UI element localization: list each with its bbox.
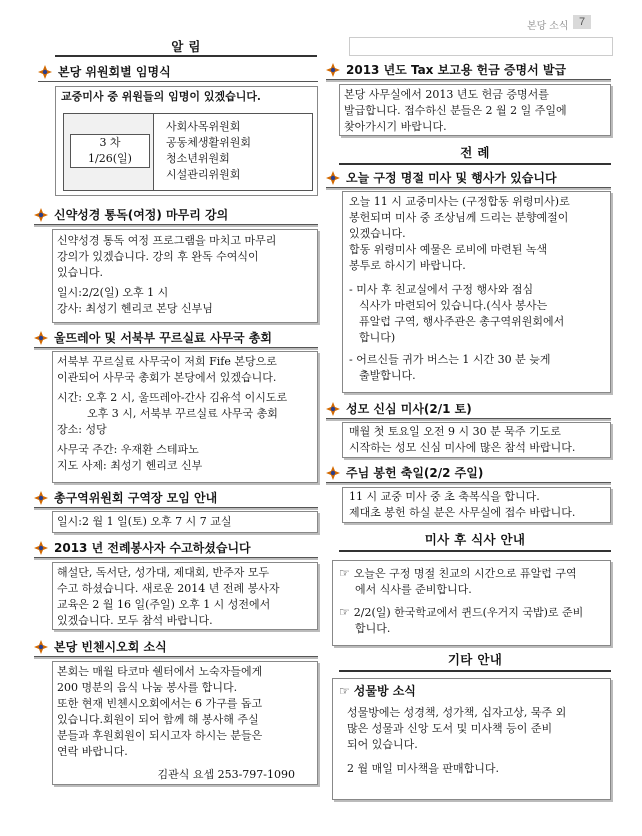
bullet-icon: [34, 331, 48, 345]
meal-text: 2/2(일) 한국학교에서 퀸드(우거지 국밥)로 준비: [353, 606, 584, 619]
committee-item: 시설관리위원회: [166, 168, 241, 181]
bullet-line: 식사가 마련되어 있습니다.(식사 봉사는: [359, 299, 548, 312]
meal-text: 에서 식사를 준비합니다.: [355, 583, 472, 596]
meal-text: 오늘은 구정 명절 친교의 시간으로 퓨알럽 구역: [353, 567, 577, 580]
bullet-line: 출발합니다.: [359, 369, 416, 382]
text-line: 또한 현재 빈첸시오회에서는 6 가구를 돕고: [57, 697, 263, 710]
heading-text: 신약성경 통독(여정) 마무리 강의: [54, 208, 229, 222]
text-line: 분들과 후원회원이 되시고자 하시는 분들은: [57, 729, 263, 742]
bullet-icon: [326, 171, 340, 185]
section-box: [342, 191, 611, 393]
text-line: 시작하는 성모 신심 미사에 많은 참석 바랍니다.: [349, 441, 576, 454]
section-heading: [326, 399, 611, 419]
text-line: 발급합니다. 접수하신 분들은 2 월 2 일 주일에: [344, 104, 567, 117]
bullet-icon: [326, 466, 340, 480]
section-heading: [326, 60, 611, 80]
shop-heading-text: 성물방 소식: [353, 684, 416, 698]
signature-line: 김관식 요셉 253-797-1090: [157, 768, 295, 781]
date-line-1: 3 차: [70, 134, 150, 152]
section-heading: [34, 328, 318, 348]
text-line: 봉투로 하시기 바랍니다.: [349, 259, 466, 272]
date-line-2: 1/26(일): [70, 151, 150, 168]
heading-text: 울뜨레아 및 서북부 꾸르실료 사무국 총회: [54, 331, 272, 345]
section-heading: [34, 488, 318, 508]
header-label: 본당 소식: [527, 21, 569, 32]
committee-list: [166, 119, 251, 183]
text-line: 지도 사제: 최성기 헨리코 신부: [57, 459, 203, 472]
section-heading: [34, 205, 318, 225]
heading-text: 성모 신심 미사(2/1 토): [346, 402, 472, 416]
text-line: 사무국 주간: 우재환 스테파노: [57, 443, 199, 456]
section-box: [342, 487, 611, 523]
heading-text: 본당 위원회별 임명식: [58, 65, 171, 79]
text-line: 11 시 교중 미사 중 초 축복식을 합니다.: [349, 490, 540, 503]
bullet-line: 합니다): [359, 331, 396, 344]
text-line: 제대초 봉헌 하실 분은 사무실에 접수 바랍니다.: [349, 506, 576, 519]
text-line: 되어 있습니다.: [347, 738, 418, 751]
text-line: 본당 사무실에서 2013 년도 헌금 증명서를: [344, 88, 549, 101]
text-line: 찾아가시기 바랍니다.: [344, 120, 447, 133]
committee-table: [63, 113, 313, 191]
text-line: 장소: 성당: [57, 423, 107, 436]
date-cell: [64, 114, 154, 190]
section-box: [332, 560, 611, 646]
text-line: 200 명분의 음식 나눔 봉사를 합니다.: [57, 681, 238, 694]
text-line: 2 월 매일 미사책을 판매합니다.: [347, 762, 499, 775]
section-heading: [326, 168, 611, 188]
heading-text: 본당 빈첸시오회 소식: [54, 640, 167, 654]
heading-text: 오늘 구정 명절 미사 및 행사가 있습니다: [346, 171, 557, 185]
page-number: 7: [573, 15, 591, 29]
section-heading: [326, 463, 611, 483]
bullet-icon: [34, 491, 48, 505]
liturgy-title: [339, 143, 611, 165]
notices-title-text: 알 림: [171, 39, 201, 54]
bullet-icon: [326, 402, 340, 416]
section-heading: [34, 538, 318, 558]
section-box: [52, 562, 318, 630]
meal-title-text: 미사 후 식사 안내: [424, 532, 526, 547]
text-line: 강사: 최성기 헨리코 본당 신부님: [57, 302, 213, 315]
section-box: [52, 511, 318, 533]
blank-box: [349, 37, 613, 56]
text-line: 있습니다.회원이 되어 함께 해 봉사해 주실: [57, 713, 259, 726]
bullet-line: - 미사 후 친교실에서 구정 행사와 점심: [349, 283, 534, 296]
section-box: [55, 86, 318, 196]
text-line: 오늘 11 시 교중미사는 (구정합동 위령미사)로: [349, 195, 570, 208]
notices-title: [55, 37, 317, 57]
text-line: 성물방에는 성경책, 성가책, 십자고상, 묵주 외: [347, 706, 567, 719]
bullet-icon: [34, 640, 48, 654]
text-line: 매월 첫 토요일 오전 9 시 30 분 묵주 기도로: [349, 425, 561, 438]
section-box: [342, 422, 611, 458]
intro-text: 교중미사 중 위원들의 임명이 있겠습니다.: [61, 90, 261, 103]
section-box: [339, 84, 611, 136]
section-box: [332, 678, 611, 800]
other-title-text: 기타 안내: [447, 652, 503, 667]
bullet-icon: [34, 208, 48, 222]
text-line: 일시:2 월 1 일(토) 오후 7 시 7 교실: [57, 515, 232, 528]
text-line: 있습니다.: [57, 266, 104, 279]
meal-line: [339, 565, 604, 582]
bullet-icon: [38, 65, 52, 79]
text-line: 서북부 꾸르실료 사무국이 저희 Fife 본당으로: [57, 355, 277, 368]
text-line: 해설단, 독서단, 성가대, 제대회, 반주자 모두: [57, 566, 270, 579]
meal-line: [339, 604, 604, 621]
text-line: 교육은 2 월 16 일(주일) 오후 1 시 성전에서: [57, 598, 271, 611]
section-heading: [38, 62, 318, 82]
text-line: 일시:2/2(일) 오후 1 시: [57, 286, 169, 299]
text-line: 시간: 오후 2 시, 울뜨레아-간사 김유석 이시도로: [57, 391, 288, 404]
heading-text: 주님 봉헌 축일(2/2 주일): [346, 466, 484, 480]
text-line: 연락 바랍니다.: [57, 745, 128, 758]
bullet-line: 퓨알럽 구역, 행사주관은 총구역위원회에서: [359, 315, 565, 328]
pointing-hand-icon: ☞: [339, 566, 350, 580]
text-line: 오후 3 시, 서북부 꾸르실료 사무국 총회: [87, 407, 278, 420]
liturgy-title-text: 전 례: [460, 145, 490, 160]
section-box: [52, 661, 318, 785]
section-heading: [34, 637, 318, 657]
text-line: 신약성경 통독 여정 프로그램을 마치고 마무리: [57, 234, 277, 247]
bullet-line: - 어르신들 귀가 버스는 1 시간 30 분 늦게: [349, 353, 551, 366]
text-line: 강의가 있겠습니다. 강의 후 완독 수여식이: [57, 250, 259, 263]
pointing-hand-icon: ☞: [339, 605, 350, 619]
text-line: 수고 하셨습니다. 새로운 2014 년 전례 봉사자: [57, 582, 280, 595]
pointing-hand-icon: ☞: [339, 684, 350, 698]
text-line: 이관되어 사무국 총회가 본당에서 있겠습니다.: [57, 371, 277, 384]
committee-item: 청소년위원회: [166, 152, 230, 165]
shop-heading: [339, 683, 604, 699]
committee-item: 사회사목위원회: [166, 120, 241, 133]
shop-body: [339, 705, 604, 777]
section-box: [52, 351, 318, 483]
text-line: 봉헌되며 미사 중 조상님께 드리는 분향예절이: [349, 211, 569, 224]
text-line: 본회는 매월 타코마 쉘터에서 노숙자들에게: [57, 665, 263, 678]
meal-title: [339, 530, 611, 552]
heading-text: 총구역위원회 구역장 모임 안내: [54, 491, 218, 505]
heading-text: 2013 년도 Tax 보고용 헌금 증명서 발급: [346, 63, 567, 77]
heading-text: 2013 년 전례봉사자 수고하셨습니다: [54, 541, 251, 555]
bullet-icon: [34, 541, 48, 555]
committee-item: 공동체생활위원회: [166, 136, 252, 149]
section-box: [52, 229, 318, 323]
bullet-icon: [326, 63, 340, 77]
text-line: 합동 위령미사 예물은 로비에 마련된 녹색: [349, 243, 548, 256]
other-title: [339, 650, 611, 672]
text-line: 있겠습니다.: [349, 227, 406, 240]
text-line: 있겠습니다. 모두 참석 바랍니다.: [57, 614, 213, 627]
meal-text: 합니다.: [355, 622, 391, 635]
text-line: 많은 성물과 신앙 도서 및 미사책 등이 준비: [347, 722, 553, 735]
